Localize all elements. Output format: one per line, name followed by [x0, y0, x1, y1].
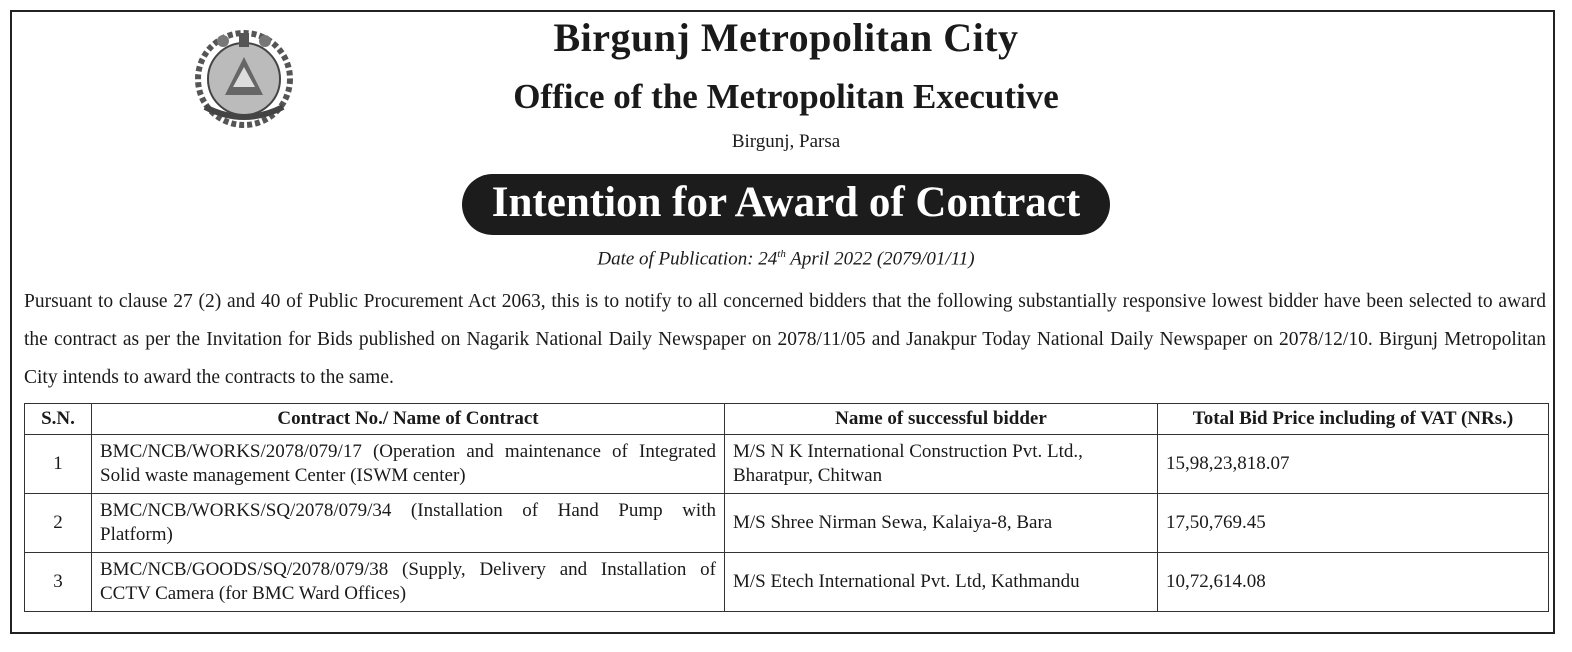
header-sn: S.N.	[25, 404, 92, 435]
location: Birgunj, Parsa	[731, 131, 841, 152]
header-bidder: Name of successful bidder	[725, 404, 1158, 435]
cell-contract: BMC/NCB/WORKS/2078/079/17 (Operation and maintenance of Integrated Solid waste management Center (ISWM center)	[92, 435, 725, 494]
cell-sn: 1	[25, 435, 92, 494]
date-superscript: th	[777, 248, 786, 260]
award-table	[24, 403, 1549, 612]
table-row	[25, 435, 1549, 494]
cell-bidder: M/S N K International Construction Pvt. Ltd., Bharatpur, Chitwan	[725, 435, 1158, 494]
cell-sn: 2	[25, 494, 92, 553]
table-row	[25, 553, 1549, 612]
cell-contract: BMC/NCB/WORKS/SQ/2078/079/34 (Installation of Hand Pump with Platform)	[92, 494, 725, 553]
cell-price: 10,72,614.08	[1158, 553, 1549, 612]
cell-sn: 3	[25, 553, 92, 612]
cell-bidder: M/S Etech International Pvt. Ltd, Kathmandu	[725, 553, 1158, 612]
table-header-row	[25, 404, 1549, 435]
cell-price: 17,50,769.45	[1158, 494, 1549, 553]
header-contract: Contract No./ Name of Contract	[92, 404, 725, 435]
office-name: Office of the Metropolitan Executive	[513, 77, 1059, 116]
org-name: Birgunj Metropolitan City	[553, 15, 1019, 60]
notice-body: Pursuant to clause 27 (2) and 40 of Public Procurement Act 2063, this is to notify to all concerned bidders that the following substantially responsive lowest bidder have been selected to award the contract as per the Invitation for Bids published on Nagarik National Daily Newspaper on 2078/11/05 and Janakpur Today National Daily Newspaper on 2078/12/10. Birgunj Metropolitan City intends to award the contracts to the same.	[24, 291, 1546, 388]
notice-title-banner: Intention for Award of Contract	[462, 174, 1110, 235]
date-prefix: Date of Publication: 24	[597, 248, 778, 270]
cell-price: 15,98,23,818.07	[1158, 435, 1549, 494]
header-price: Total Bid Price including of VAT (NRs.)	[1158, 404, 1549, 435]
date-suffix: April 2022 (2079/01/11)	[785, 248, 975, 270]
cell-contract: BMC/NCB/GOODS/SQ/2078/079/38 (Supply, Delivery and Installation of CCTV Camera (for BMC Ward Offices)	[92, 553, 725, 612]
table-row	[25, 494, 1549, 553]
publication-date	[0, 248, 1572, 270]
cell-bidder: M/S Shree Nirman Sewa, Kalaiya-8, Bara	[725, 494, 1158, 553]
